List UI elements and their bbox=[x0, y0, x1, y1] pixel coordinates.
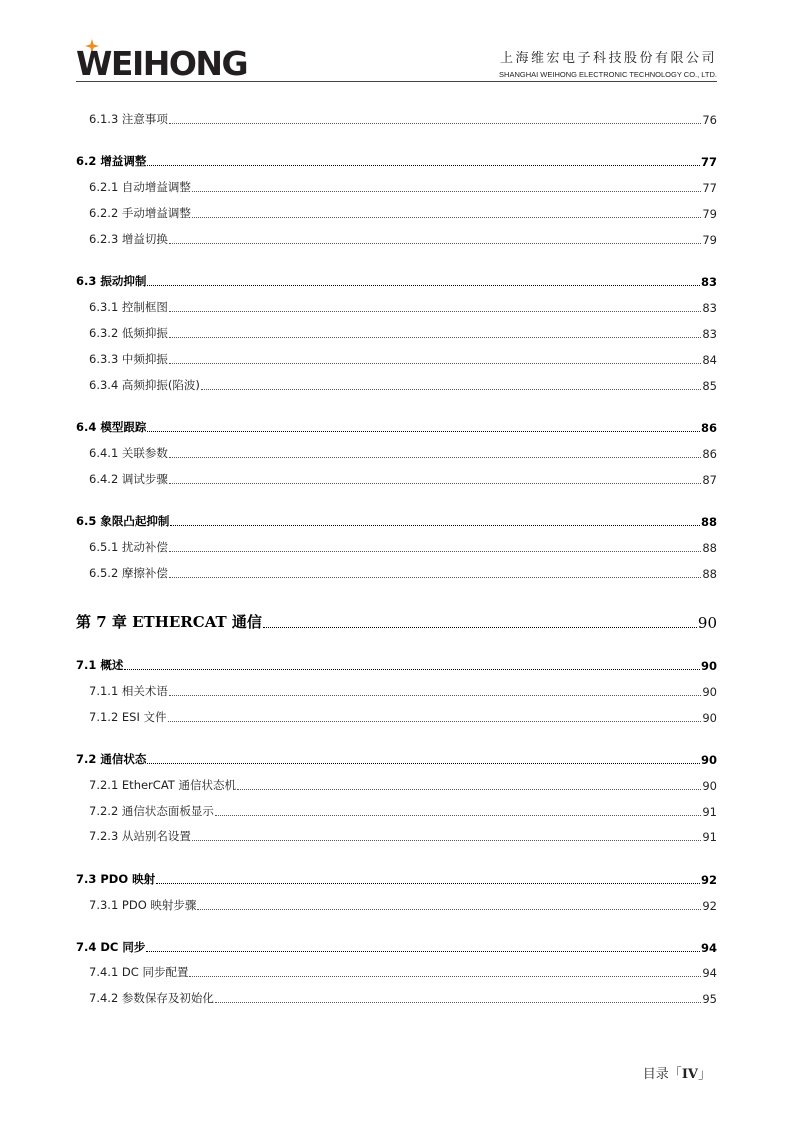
toc-entry-page: 85 bbox=[702, 379, 717, 393]
toc-entry-page: 90 bbox=[702, 685, 717, 699]
toc-entry-label: 6.2.1 自动增益调整 bbox=[89, 180, 191, 194]
toc-entry-page: 84 bbox=[702, 353, 717, 367]
toc-entry-label: 7.2 通信状态 bbox=[76, 752, 147, 766]
toc-entry-page: 86 bbox=[702, 447, 717, 461]
toc-entry-page: 90 bbox=[702, 779, 717, 793]
toc-entry-label: 7.1 概述 bbox=[76, 658, 124, 672]
toc-entry-page: 79 bbox=[702, 207, 717, 221]
toc-entry-page: 92 bbox=[700, 873, 717, 887]
toc-entry-page: 83 bbox=[702, 327, 717, 341]
toc-entry-label: 6.1.3 注意事项 bbox=[89, 112, 168, 126]
toc-entry-label: 7.2.2 通信状态面板显示 bbox=[89, 804, 214, 818]
toc-dot-leader bbox=[263, 615, 697, 628]
toc-entry-page: 77 bbox=[702, 181, 717, 195]
toc-subsection-entry[interactable] bbox=[0, 325, 793, 341]
toc-entry-label: 7.2.3 从站别名设置 bbox=[89, 829, 191, 843]
toc-dot-leader bbox=[147, 419, 700, 432]
toc-subsection-entry[interactable] bbox=[0, 377, 793, 393]
toc-dot-leader bbox=[201, 377, 701, 390]
footer-label: 目录 bbox=[642, 1067, 669, 1082]
toc-subsection-entry[interactable] bbox=[0, 897, 793, 913]
toc-entry-label: 6.4.2 调试步骤 bbox=[89, 472, 168, 486]
toc-entry-label: 7.1.2 ESI 文件 bbox=[89, 710, 167, 724]
toc-entry-label: 6.2.2 手动增益调整 bbox=[89, 206, 191, 220]
toc-entry-label: 6.3.4 高频抑振(陷波) bbox=[89, 378, 200, 392]
toc-dot-leader bbox=[169, 231, 701, 244]
toc-entry-page: 90 bbox=[700, 753, 717, 767]
toc-dot-leader bbox=[169, 325, 701, 338]
toc-section-entry[interactable] bbox=[0, 751, 793, 767]
toc-entry-label: 7.3 PDO 映射 bbox=[76, 872, 156, 886]
toc-entry-page: 86 bbox=[700, 421, 717, 435]
toc-subsection-entry[interactable] bbox=[0, 565, 793, 581]
toc-subsection-entry[interactable] bbox=[0, 299, 793, 315]
toc-section-entry[interactable] bbox=[0, 153, 793, 169]
toc-subsection-entry[interactable] bbox=[0, 828, 793, 844]
footer-open-bracket: 「 bbox=[668, 1067, 682, 1082]
toc-dot-leader bbox=[124, 657, 700, 670]
toc-entry-label: 7.1.1 相关术语 bbox=[89, 684, 168, 698]
toc-dot-leader bbox=[147, 751, 700, 764]
toc-section-entry[interactable] bbox=[0, 871, 793, 887]
toc-dot-leader bbox=[189, 964, 701, 977]
toc-entry-page: 91 bbox=[702, 805, 717, 819]
toc-entry-label: 6.3.1 控制框图 bbox=[89, 300, 168, 314]
toc-entry-page: 88 bbox=[700, 515, 717, 529]
toc-dot-leader bbox=[168, 709, 702, 722]
toc-subsection-entry[interactable] bbox=[0, 990, 793, 1006]
toc-chapter-entry[interactable] bbox=[0, 612, 793, 632]
toc-entry-page: 90 bbox=[702, 711, 717, 725]
toc-dot-leader bbox=[156, 871, 700, 884]
toc-dot-leader bbox=[169, 471, 701, 484]
toc-dot-leader bbox=[197, 897, 701, 910]
toc-dot-leader bbox=[169, 565, 701, 578]
toc-entry-label: 7.3.1 PDO 映射步骤 bbox=[89, 898, 197, 912]
toc-entry-label: 7.2.1 EtherCAT 通信状态机 bbox=[89, 778, 236, 792]
toc-entry-label: 6.2 增益调整 bbox=[76, 154, 147, 168]
toc-section-entry[interactable] bbox=[0, 657, 793, 673]
toc-dot-leader bbox=[215, 990, 701, 1003]
toc-dot-leader bbox=[169, 445, 701, 458]
toc-subsection-entry[interactable] bbox=[0, 709, 793, 725]
toc-entry-page: 79 bbox=[702, 233, 717, 247]
toc-entry-label: 7.4.1 DC 同步配置 bbox=[89, 965, 189, 979]
toc-entry-label: 6.3.2 低频抑振 bbox=[89, 326, 168, 340]
toc-entry-page: 83 bbox=[700, 275, 717, 289]
toc-entry-label: 6.5 象限凸起抑制 bbox=[76, 514, 170, 528]
company-name-en: SHANGHAI WEIHONG ELECTRONIC TECHNOLOGY CO., LTD. bbox=[499, 70, 717, 79]
toc-subsection-entry[interactable] bbox=[0, 231, 793, 247]
toc-dot-leader bbox=[147, 273, 700, 286]
toc-subsection-entry[interactable] bbox=[0, 205, 793, 221]
toc-entry-page: 91 bbox=[702, 830, 717, 844]
toc-entry-page: 87 bbox=[702, 473, 717, 487]
toc-dot-leader bbox=[169, 683, 701, 696]
toc-entry-label: 7.4 DC 同步 bbox=[76, 940, 146, 954]
company-name-cn: 上海维宏电子科技股份有限公司 bbox=[499, 51, 717, 66]
logo-text: WEIHONG bbox=[76, 44, 248, 83]
toc-entry-page: 83 bbox=[702, 301, 717, 315]
toc-subsection-entry[interactable] bbox=[0, 777, 793, 793]
toc-subsection-entry[interactable] bbox=[0, 445, 793, 461]
toc-dot-leader bbox=[192, 179, 701, 192]
toc-section-entry[interactable] bbox=[0, 939, 793, 955]
toc-dot-leader bbox=[169, 539, 701, 552]
toc-subsection-entry[interactable] bbox=[0, 471, 793, 487]
toc-entry-page: 92 bbox=[702, 899, 717, 913]
toc-dot-leader bbox=[192, 205, 701, 218]
toc-section-entry[interactable] bbox=[0, 273, 793, 289]
toc-dot-leader bbox=[169, 299, 701, 312]
toc-dot-leader bbox=[215, 803, 701, 816]
toc-subsection-entry[interactable] bbox=[0, 539, 793, 555]
toc-entry-label: 第 7 章 ETHERCAT 通信 bbox=[76, 613, 262, 631]
toc-dot-leader bbox=[146, 939, 700, 952]
toc-entry-label: 6.5.2 摩擦补偿 bbox=[89, 566, 168, 580]
toc-entry-label: 7.4.2 参数保存及初始化 bbox=[89, 991, 214, 1005]
toc-entry-label: 6.4 模型跟踪 bbox=[76, 420, 147, 434]
footer-close-bracket: 」 bbox=[697, 1067, 711, 1082]
toc-subsection-entry[interactable] bbox=[0, 964, 793, 980]
toc-entry-label: 6.2.3 增益切换 bbox=[89, 232, 168, 246]
toc-entry-label: 6.3.3 中频抑振 bbox=[89, 352, 168, 366]
toc-dot-leader bbox=[169, 351, 701, 364]
toc-entry-label: 6.4.1 关联参数 bbox=[89, 446, 168, 460]
toc-subsection-entry[interactable] bbox=[0, 803, 793, 819]
toc-entry-page: 90 bbox=[697, 614, 717, 632]
toc-subsection-entry[interactable] bbox=[0, 111, 793, 127]
toc-entry-page: 76 bbox=[702, 113, 717, 127]
toc-entry-page: 90 bbox=[700, 659, 717, 673]
page-number: IV bbox=[681, 1067, 698, 1082]
toc-entry-page: 95 bbox=[702, 992, 717, 1006]
page-footer bbox=[643, 1063, 711, 1082]
toc-dot-leader bbox=[169, 111, 701, 124]
toc-entry-page: 88 bbox=[702, 567, 717, 581]
toc-subsection-entry[interactable] bbox=[0, 179, 793, 195]
toc-entry-page: 88 bbox=[702, 541, 717, 555]
toc-subsection-entry[interactable] bbox=[0, 351, 793, 367]
toc-section-entry[interactable] bbox=[0, 513, 793, 529]
toc-entry-page: 94 bbox=[700, 941, 717, 955]
toc-dot-leader bbox=[237, 777, 701, 790]
toc-entry-label: 6.5.1 扰动补偿 bbox=[89, 540, 168, 554]
toc-entry-label: 6.3 振动抑制 bbox=[76, 274, 147, 288]
toc-dot-leader bbox=[147, 153, 700, 166]
toc-dot-leader bbox=[192, 828, 701, 841]
toc-section-entry[interactable] bbox=[0, 419, 793, 435]
toc-entry-page: 94 bbox=[702, 966, 717, 980]
toc-subsection-entry[interactable] bbox=[0, 683, 793, 699]
toc-entry-page: 77 bbox=[700, 155, 717, 169]
toc-dot-leader bbox=[170, 513, 700, 526]
